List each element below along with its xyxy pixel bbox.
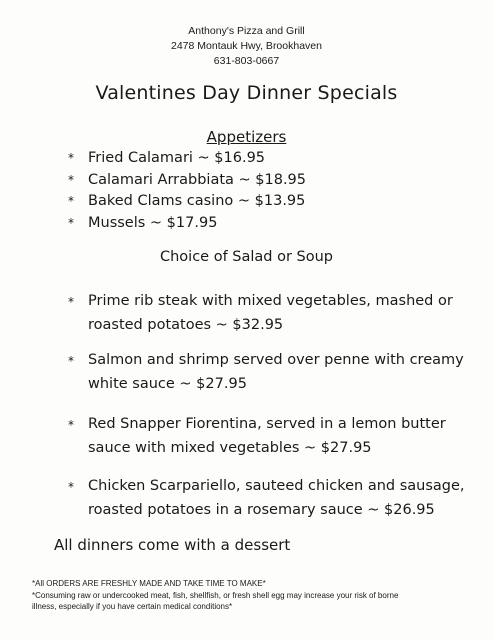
- entree-item: * Prime rib steak with mixed vegetables, mashed or roasted potatoes ~ $32.95: [68, 289, 488, 337]
- fine-print-orders: *All ORDERS ARE FRESHLY MADE AND TAKE TIME TO MAKE*: [32, 579, 266, 588]
- list-item: * Fried Calamari ~ $16.95: [68, 148, 306, 170]
- bullet-icon: *: [68, 215, 74, 230]
- list-item: * Baked Clams casino ~ $13.95: [68, 191, 306, 213]
- restaurant-name: Anthony's Pizza and Grill: [188, 25, 305, 37]
- bullet-icon: *: [68, 151, 74, 165]
- entree-item: * Salmon and shrimp served over penne with creamy white sauce ~ $27.95: [68, 348, 488, 396]
- restaurant-header: [0, 24, 493, 69]
- dessert-note: All dinners come with a dessert: [54, 536, 291, 554]
- page-title: Valentines Day Dinner Specials: [95, 82, 398, 104]
- list-item: * Mussels ~ $17.95: [68, 213, 306, 235]
- restaurant-phone: 631-803-0667: [213, 55, 280, 67]
- appetizer-list: [68, 148, 306, 234]
- entree-item: * Chicken Scarpariello, sauteed chicken and sausage, roasted potatoes in a rosemary sauce ~ $26.95: [68, 474, 488, 522]
- bullet-icon: *: [68, 354, 74, 368]
- salad-soup-choice: Choice of Salad or Soup: [159, 249, 334, 265]
- entree-item: * Red Snapper Fiorentina, served in a lemon butter sauce with mixed vegetables ~ $27.95: [68, 412, 488, 460]
- restaurant-address: 2478 Montauk Hwy, Brookhaven: [171, 40, 322, 52]
- bullet-icon: *: [68, 172, 74, 187]
- bullet-icon: *: [68, 194, 74, 208]
- appetizers-heading: Appetizers: [206, 128, 287, 146]
- fine-print-conditions: illness, especially if you have certain medical conditions*: [32, 602, 233, 611]
- bullet-icon: *: [68, 295, 74, 309]
- bullet-icon: *: [68, 418, 74, 432]
- bullet-icon: *: [68, 480, 74, 494]
- fine-print-consumption: *Consuming raw or undercooked meat, fish, shellfish, or fresh shell egg may increase your risk of borne: [32, 591, 399, 600]
- list-item: * Calamari Arrabbiata ~ $18.95: [68, 170, 306, 192]
